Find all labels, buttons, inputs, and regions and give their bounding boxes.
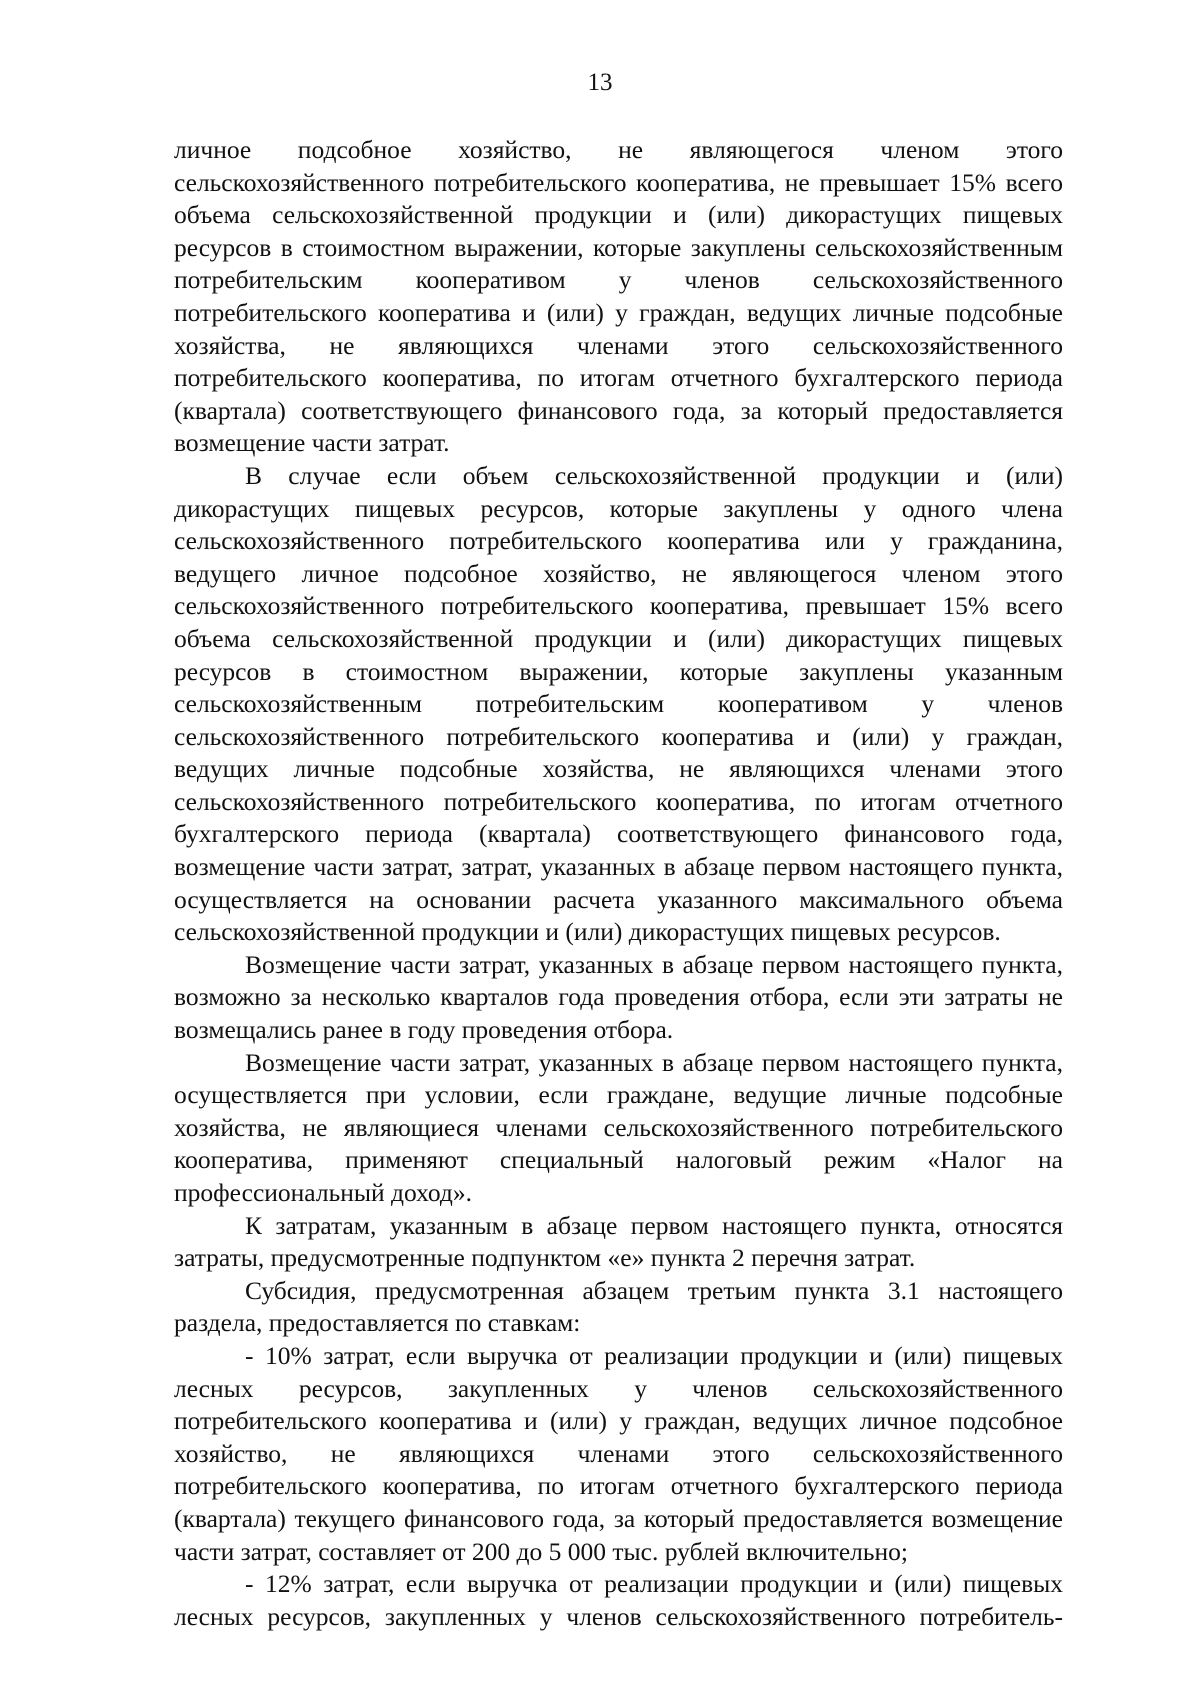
page-number: 13: [587, 69, 613, 96]
list-item-rate-10: - 10% затрат, если выручка от реализации продукции и (или) пищевых лесных ресурсов, закупленных у членов сельскохозяйственного потребительского кооператива и (или) у граждан, ведущих личное подсобное хозяйство, не являющихся членами этого сельскохозяйственного потребительского кооператива, по итогам отчетного бухгалтерского периода (квартала) текущего финансового года, за который предоставляется возмещение части затрат, составляет от 200 до 5 000 тыс. рублей включительно;: [174, 1340, 1063, 1566]
document-body: [174, 134, 1063, 1633]
paragraph-several-quarters: Возмещение части затрат, указанных в абзаце первом настоящего пункта, возможно за несколько кварталов года проведения отбора, если эти затраты не возмещались ранее в году проведения отбора.: [174, 949, 1063, 1045]
paragraph-subsidy-rates: Субсидия, предусмотренная абзацем третьим пункта 3.1 настоящего раздела, предоставляется по ставкам:: [174, 1275, 1063, 1338]
list-item-rate-12: - 12% затрат, если выручка от реализации продукции и (или) пищевых лесных ресурсов, закупленных у членов сельскохозяйственного потребитель-: [174, 1569, 1063, 1631]
paragraph-volume-exceeds: В случае если объем сельскохозяйственной продукции и (или) дикорастущих пищевых ресурсов, которые закуплены у одного члена сельскохозяйственного потребительского кооператива или у гражданина, ведущего личное подсобное хозяйство, не являющегося членом этого сельскохозяйственного потребительского кооператива, превышает 15% всего объема сельскохозяйственной продукции и (или) дикорастущих пищевых ресурсов в стоимостном выражении, которые закуплены указанным сельскохозяйственным потребительским кооперативом у членов сельскохозяйственного потребительского кооператива и (или) у граждан, ведущих личные подсобные хозяйства, не являющихся членами этого сельскохозяйственного потребительского кооператива, по итогам отчетного бухгалтерского периода (квартала) соответствующего финансового года, возмещение части затрат, затрат, указанных в абзаце первом настоящего пункта, осуществляется на основании расчета указанного максимального объема сельскохозяйственной продукции и (или) дикорастущих пищевых ресурсов.: [174, 460, 1063, 947]
paragraph-tax-regime-condition: Возмещение части затрат, указанных в абзаце первом настоящего пункта, осуществляется при условии, если граждане, ведущие личные подсобные хозяйства, не являющиеся членами сельскохозяйственного потребительского кооператива, применяют специальный налоговый режим «Налог на профессиональный доход».: [174, 1047, 1063, 1207]
paragraph-continuation: личное подсобное хозяйство, не являющегося членом этого сельскохозяйственного потребительского кооператива, не превышает 15% всего объема сельскохозяйственной продукции и (или) дикорастущих пищевых ресурсов в стоимостном выражении, которые закуплены сельскохозяйственным потребительским кооперативом у членов сельскохозяйственного потребительского кооператива и (или) у граждан, ведущих личные подсобные хозяйства, не являющихся членами этого сельскохозяйственного потребительского кооператива, по итогам отчетного бухгалтерского периода (квартала) соответствующего финансового года, за который предоставляется возмещение части затрат.: [174, 135, 1063, 458]
paragraph-costs-list: К затратам, указанным в абзаце первом настоящего пункта, относятся затраты, предусмотренные подпунктом «е» пункта 2 перечня затрат.: [174, 1210, 1063, 1273]
